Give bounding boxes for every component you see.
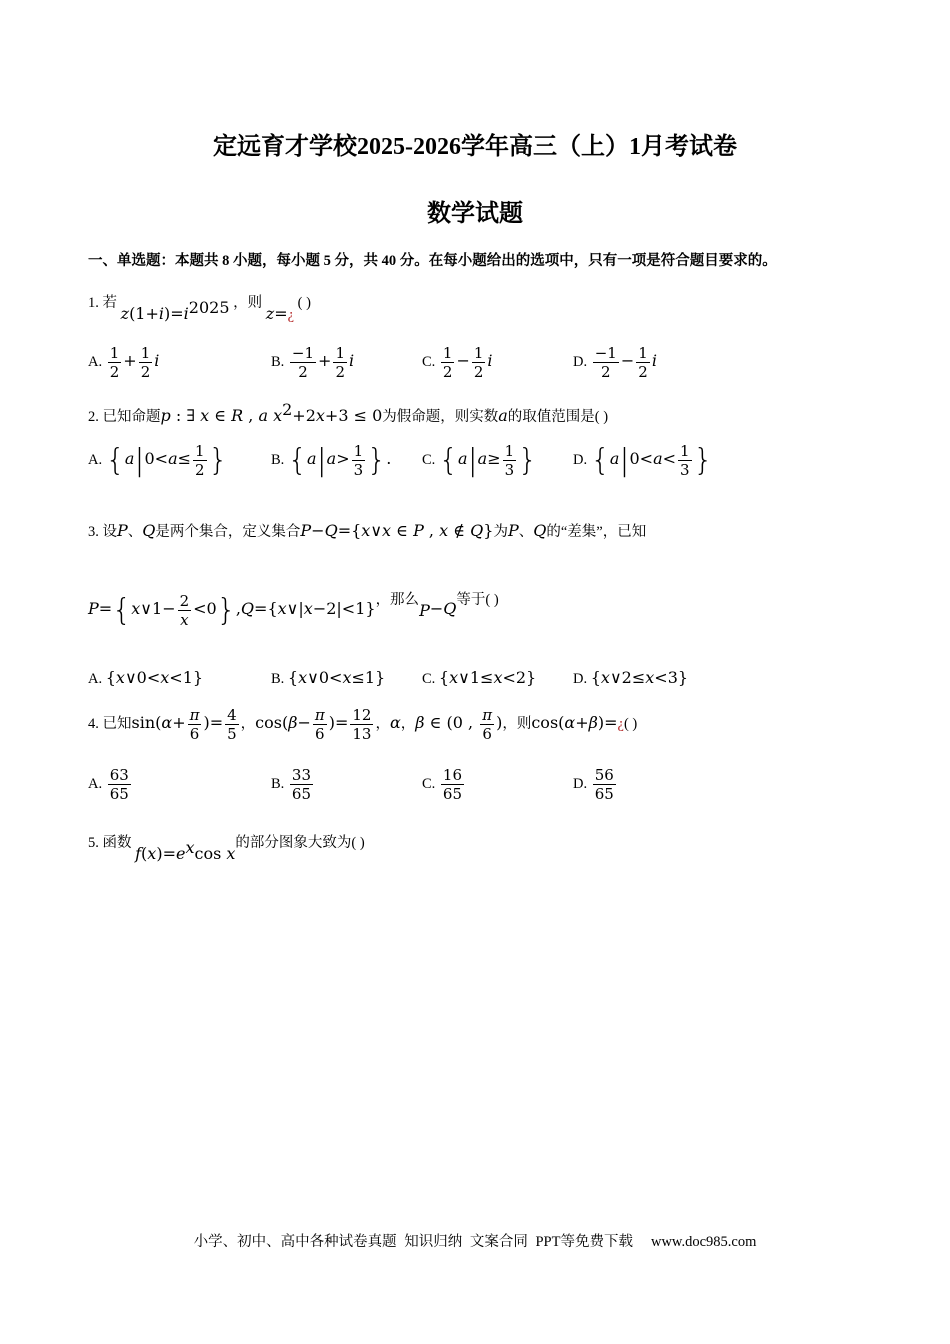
question-1 [88,286,311,323]
exam-title: 定远育才学校2025-2026学年高三（上）1月考试卷 [213,134,737,160]
math-expression: p : ∃ x ∈ R , a $x^2+2x+3 \le 0$ [160,400,383,425]
question-number: 1. [88,294,103,311]
question-text: 若 [102,294,117,311]
section-heading: 一、单选题：本题共 8 小题，每小题 5 分，共 40 分。在每小题给出的选项中，只有一项是符合题目要求的。 [88,253,777,269]
footer-link[interactable]: www.doc985.com [650,1234,757,1250]
q4-option-d: D. $\frac{56}{65}$ [573,766,614,803]
question-number: 3. [88,524,103,540]
math-expression: $z(1+i)=i^{2025}$ [120,298,230,323]
question-text: 为假命题，则实数 [382,408,499,425]
math-expression: cos(β− $\frac{\pi}{6}$ )= $\frac{12}{13}$ [255,706,372,743]
math-expression: cos(α+β)=¿ [531,712,624,732]
q1-option-a: A. $\frac{1}{2}$ + $\frac{1}{2}$ i [88,344,160,381]
question-number: 5. [88,834,103,851]
math-variable: a [498,405,508,425]
q1-option-d: D. $\frac{-1}{2}$ − $\frac{1}{2}$ i [573,344,657,381]
question-3-line2: P={x∨1− $\frac{2}{x}$ <0},Q={x∨|x−2|<1}，那么P−Q等于( ) [88,591,499,629]
q2-option-a: A. {a|0<a≤ $\frac{1}{2}$ } [88,442,228,479]
q3-option-a: A. {x∨0<x<1} [88,668,204,687]
q2-option-b: B. {a|a> $\frac{1}{3}$ }. [271,442,392,479]
page-footer [0,1230,950,1251]
question-4: 4. 已知sin(α+ $\frac{\pi}{6}$ )= $\frac{4}{5}$ ，cos(β− $\frac{\pi}{6}$ )= $\frac{12}{13}$ ，α，β ∈ (0 , $\frac{\pi}{6}$ )，则cos(α+β)=¿( ) [88,706,638,743]
q2-option-d: D. {a|0<a< $\frac{1}{3}$ } [573,442,713,479]
question-3: 3. 设P、Q是两个集合，定义集合P−Q={x∨x ∈ P , x ∉ Q}为P、Q的“差集”，已知 [88,521,647,540]
question-2 [88,400,608,426]
question-number: 4. [88,715,103,732]
question-text: ，则 [233,294,263,311]
q3-option-b: B. {x∨0<x≤1} [271,668,386,687]
q1-option-c: C. $\frac{1}{2}$ − $\frac{1}{2}$ i [422,344,493,381]
question-tail: 的取值范围是( ) [507,408,609,425]
q3-option-c: C. {x∨1≤x<2} [422,668,537,687]
footer-text: 小学、初中、高中各种试卷真题 知识归纳 文案合同 PPT等免费下载 [193,1234,633,1250]
math-expression: P−Q={x∨x ∈ P , x ∉ Q} [300,521,494,540]
math-expression: $f(x)=e^x\cos$ x [135,838,236,863]
question-5: 5. 函数 $f(x)=e^x\cos$ x的部分图象大致为( ) [88,834,365,863]
question-number: 2. [88,408,103,425]
q4-option-a: A. $\frac{63}{65}$ [88,766,129,803]
math-expression: z=¿ [265,303,295,323]
question-text: 已知命题 [102,408,161,425]
math-expression: β ∈ (0 , $\frac{\pi}{6}$ ) [415,706,503,743]
question-tail: ( ) [297,294,311,311]
q1-option-b: B. $\frac{-1}{2}$ + $\frac{1}{2}$ i [271,344,355,381]
exam-subtitle: 数学试题 [427,201,523,227]
math-expression: P={x∨1− $\frac{2}{x}$ <0},Q={x∨|x−2|<1} [88,592,376,629]
q3-option-d: D. {x∨2≤x<3} [573,668,689,687]
q2-option-c: C. {a|a≥ $\frac{1}{3}$ } [422,442,538,479]
q4-option-b: B. $\frac{33}{65}$ [271,766,312,803]
math-expression: sin(α+ $\frac{\pi}{6}$ )= $\frac{4}{5}$ [131,706,237,743]
q4-option-c: C. $\frac{16}{65}$ [422,766,463,803]
